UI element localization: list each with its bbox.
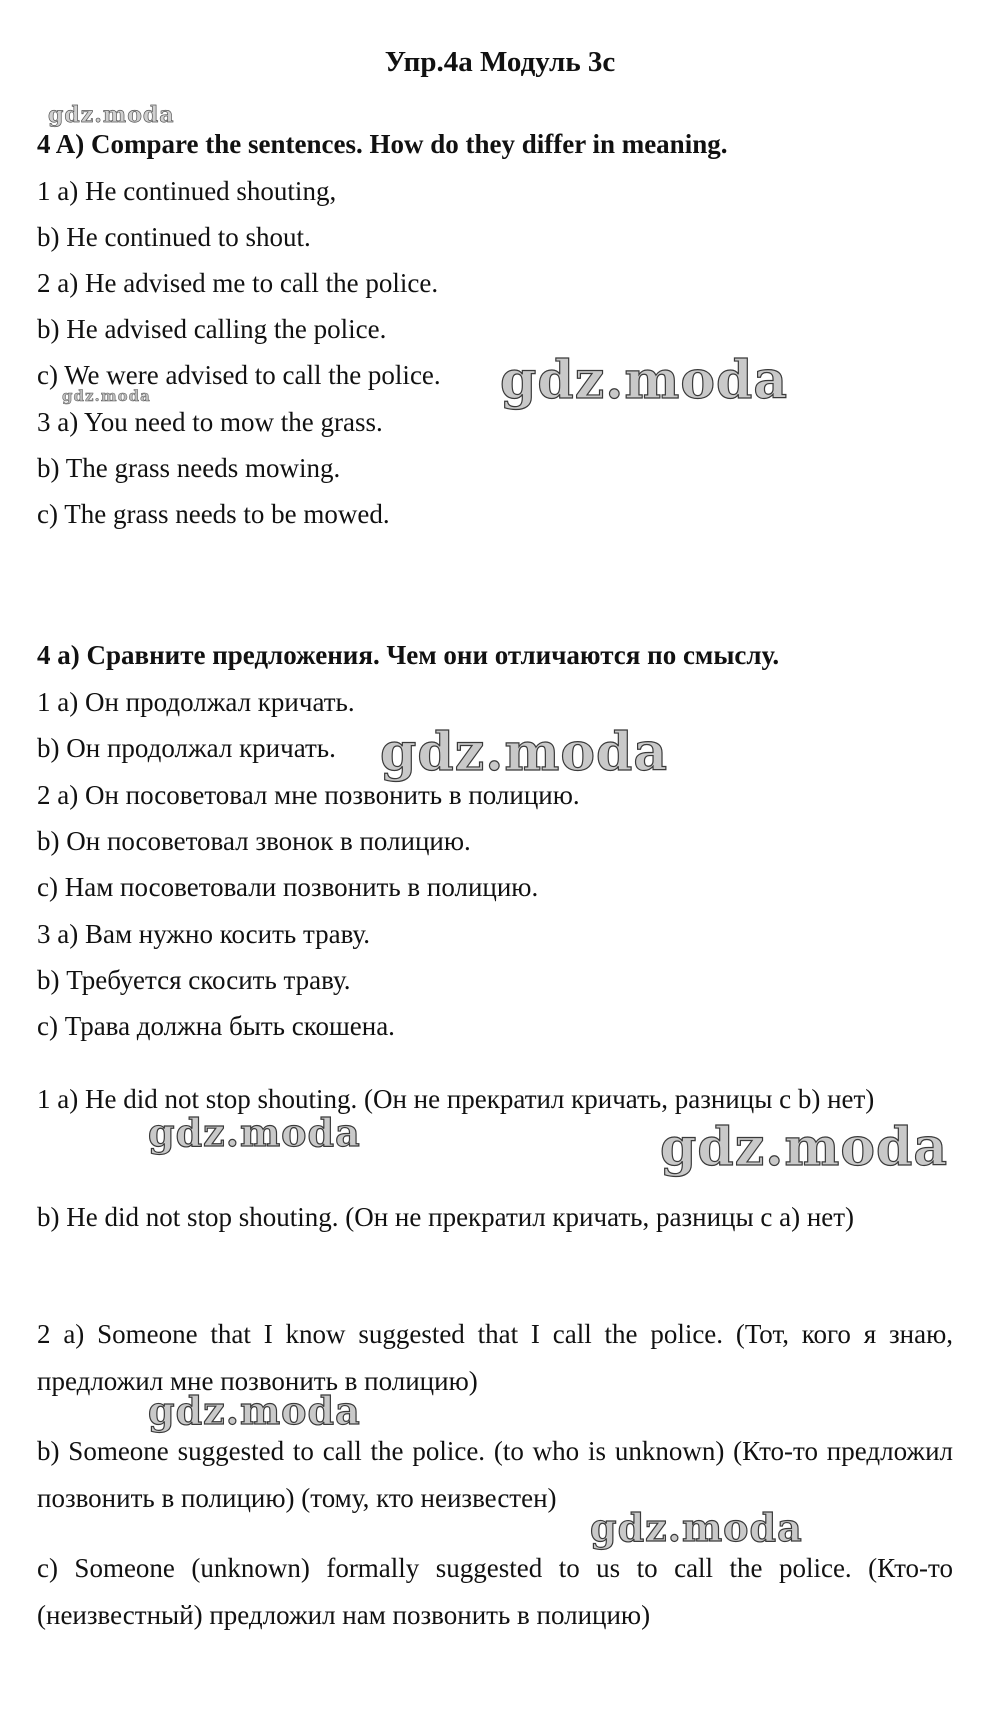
watermark-logo: gdz.moda: [380, 722, 669, 783]
answer-paragraph: 2 a) Someone that I know suggested that I call the police. (Тот, кого я знаю, предложил мне позвонить в полицию): [37, 1319, 953, 1396]
ru-line: b) Требуется скосить траву.: [37, 965, 351, 995]
watermark-logo: gdz.moda: [62, 387, 151, 405]
en-line: b) The grass needs mowing.: [37, 453, 341, 483]
ru-line: c) Трава должна быть скошена.: [37, 1011, 395, 1041]
watermark-logo: gdz.moda: [148, 1110, 361, 1155]
en-line: c) We were advised to call the police.: [37, 360, 441, 390]
exercise-heading-en: 4 A) Compare the sentences. How do they differ in meaning.: [37, 129, 728, 159]
watermark-logo: gdz.moda: [148, 1388, 361, 1433]
watermark-logo: gdz.moda: [590, 1505, 803, 1550]
answer-paragraph: b) Someone suggested to call the police. (to who is unknown) (Кто-то предложил позвонить в полицию) (тому, кто неизвестен): [37, 1436, 953, 1513]
ru-line: c) Нам посоветовали позвонить в полицию.: [37, 872, 539, 902]
en-line: c) The grass needs to be mowed.: [37, 499, 390, 529]
ru-line: 2 a) Он посоветовал мне позвонить в полицию.: [37, 780, 580, 810]
en-line: b) He advised calling the police.: [37, 314, 387, 344]
exercise-heading-ru: 4 а) Сравните предложения. Чем они отличаются по смыслу.: [37, 640, 780, 670]
en-line: 1 a) He continued shouting,: [37, 176, 337, 206]
watermark-logo: gdz.moda: [660, 1117, 949, 1178]
page-title: Упр.4а Модуль 3с: [384, 46, 616, 78]
ru-line: b) Он посоветовал звонок в полицию.: [37, 826, 471, 856]
ru-line: 1 a) Он продолжал кричать.: [37, 687, 355, 717]
ru-line: b) Он продолжал кричать.: [37, 733, 336, 763]
en-line: 2 a) He advised me to call the police.: [37, 268, 439, 298]
answer-paragraph: c) Someone (unknown) formally suggested to us to call the police. (Кто-то (неизвестный) предложил нам позвонить в полицию): [37, 1553, 953, 1630]
watermark-logo: gdz.moda: [500, 350, 789, 411]
ru-line: 3 a) Вам нужно косить траву.: [37, 919, 370, 949]
answer-paragraph: b) He did not stop shouting. (Он не прекратил кричать, разницы с а) нет): [37, 1202, 855, 1232]
en-line: 3 a) You need to mow the grass.: [37, 407, 383, 437]
en-line: b) He continued to shout.: [37, 222, 311, 252]
answer-paragraph: 1 a) He did not stop shouting. (Он не прекратил кричать, разницы с b) нет): [37, 1084, 875, 1114]
watermark-logo: gdz.moda: [48, 102, 175, 128]
